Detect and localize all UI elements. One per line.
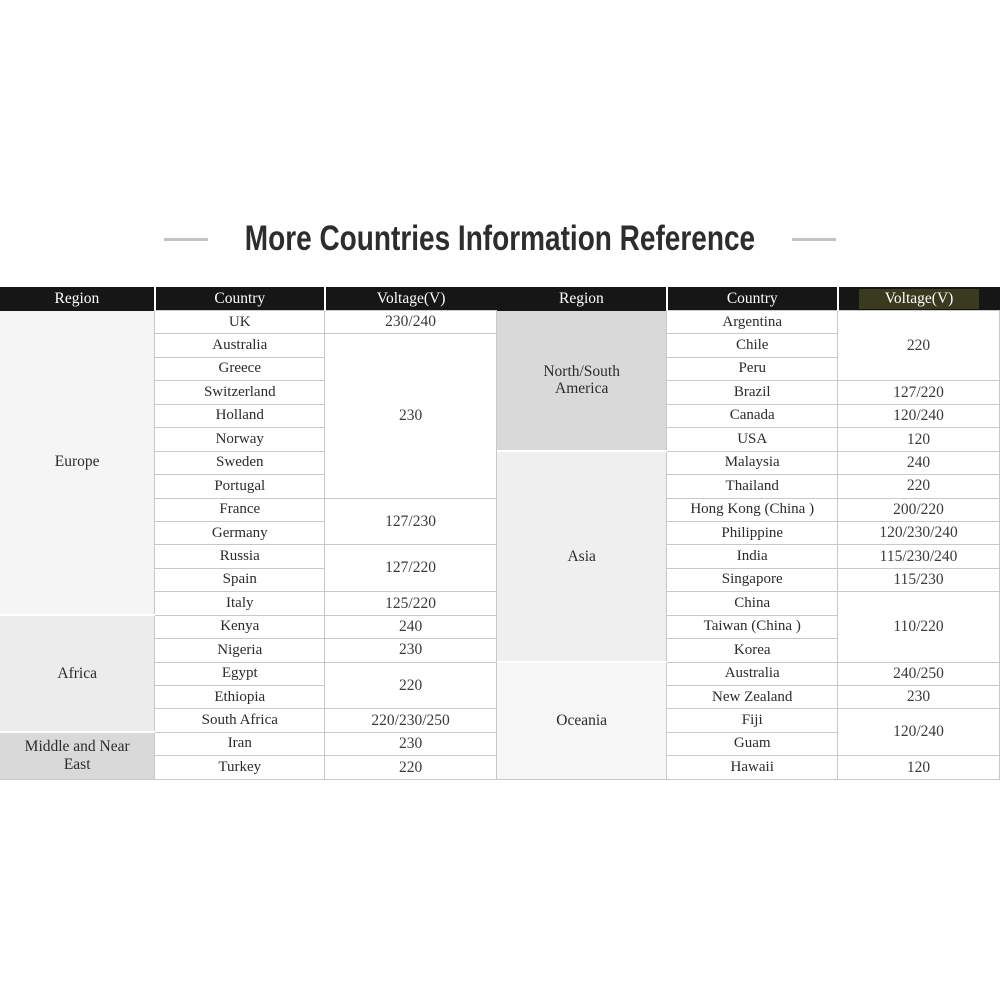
region-cell: North/South America <box>497 311 667 452</box>
country-cell: Kenya <box>155 615 325 638</box>
country-cell: Portugal <box>155 475 325 498</box>
voltage-cell: 220/230/250 <box>325 709 497 732</box>
header-voltage-highlight: Voltage(V) <box>859 289 980 309</box>
table-row <box>497 311 1000 334</box>
country-cell: India <box>667 545 838 568</box>
voltage-cell: 120/240 <box>838 709 1000 756</box>
voltage-reference-tables <box>0 287 1000 780</box>
country-cell: Iran <box>155 732 325 755</box>
country-cell: Hawaii <box>667 756 838 779</box>
country-cell: Brazil <box>667 381 838 404</box>
country-cell: Hong Kong (China ) <box>667 498 838 521</box>
header-voltage <box>838 287 1000 311</box>
header-region: Region <box>497 287 667 311</box>
region-cell: Middle and Near East <box>0 732 155 779</box>
table-body-right <box>497 311 1000 780</box>
country-cell: China <box>667 592 838 615</box>
country-cell: Australia <box>667 662 838 685</box>
voltage-cell: 120 <box>838 428 1000 451</box>
country-cell: France <box>155 498 325 521</box>
region-cell: Europe <box>0 311 155 616</box>
table-row <box>497 451 1000 474</box>
voltage-cell: 120/240 <box>838 404 1000 427</box>
voltage-cell: 127/220 <box>325 545 497 592</box>
country-cell: Peru <box>667 357 838 380</box>
table-row <box>497 662 1000 685</box>
page-title: More Countries Information Reference <box>244 219 756 258</box>
header-row <box>497 287 1000 311</box>
country-cell: Philippine <box>667 521 838 544</box>
country-cell: Korea <box>667 639 838 662</box>
title-left-rule <box>164 238 208 241</box>
country-cell: Russia <box>155 545 325 568</box>
country-cell: USA <box>667 428 838 451</box>
voltage-cell: 220 <box>838 475 1000 498</box>
country-cell: Nigeria <box>155 639 325 662</box>
header-country: Country <box>667 287 838 311</box>
country-cell: Norway <box>155 428 325 451</box>
header-region: Region <box>0 287 155 311</box>
table-body-left <box>0 311 497 780</box>
voltage-cell: 115/230 <box>838 568 1000 591</box>
country-cell: Malaysia <box>667 451 838 474</box>
header-row <box>0 287 497 311</box>
country-cell: Australia <box>155 334 325 357</box>
voltage-cell: 127/230 <box>325 498 497 545</box>
header-country: Country <box>155 287 325 311</box>
region-cell: Africa <box>0 615 155 732</box>
country-cell: Switzerland <box>155 381 325 404</box>
voltage-cell: 120 <box>838 756 1000 779</box>
voltage-cell: 120/230/240 <box>838 521 1000 544</box>
voltage-cell: 125/220 <box>325 592 497 615</box>
voltage-cell: 230 <box>325 639 497 662</box>
country-cell: Fiji <box>667 709 838 732</box>
table-row <box>0 311 497 334</box>
voltage-cell: 240/250 <box>838 662 1000 685</box>
voltage-cell: 230 <box>325 732 497 755</box>
country-cell: Egypt <box>155 662 325 685</box>
title-right-rule <box>792 238 836 241</box>
voltage-cell: 240 <box>325 615 497 638</box>
country-cell: Canada <box>667 404 838 427</box>
country-cell: Greece <box>155 357 325 380</box>
country-cell: Germany <box>155 521 325 544</box>
country-cell: South Africa <box>155 709 325 732</box>
country-cell: Ethiopia <box>155 686 325 709</box>
country-cell: Chile <box>667 334 838 357</box>
country-cell: Turkey <box>155 756 325 779</box>
table-row <box>0 615 497 638</box>
voltage-cell: 115/230/240 <box>838 545 1000 568</box>
country-cell: Singapore <box>667 568 838 591</box>
header-voltage: Voltage(V) <box>325 287 497 311</box>
voltage-cell: 200/220 <box>838 498 1000 521</box>
table-row <box>0 732 497 755</box>
voltage-cell: 240 <box>838 451 1000 474</box>
voltage-cell: 230/240 <box>325 311 497 334</box>
voltage-cell: 110/220 <box>838 592 1000 662</box>
title-block <box>0 218 1000 260</box>
voltage-cell: 220 <box>325 662 497 709</box>
country-cell: Argentina <box>667 311 838 334</box>
country-cell: New Zealand <box>667 686 838 709</box>
country-cell: Guam <box>667 732 838 755</box>
voltage-cell: 230 <box>838 686 1000 709</box>
country-cell: Italy <box>155 592 325 615</box>
voltage-table-left <box>0 287 497 780</box>
country-cell: Taiwan (China ) <box>667 615 838 638</box>
region-cell: Asia <box>497 451 667 662</box>
voltage-cell: 230 <box>325 334 497 498</box>
region-cell: Oceania <box>497 662 667 779</box>
title-wrap <box>222 218 778 260</box>
voltage-cell: 127/220 <box>838 381 1000 404</box>
country-cell: Sweden <box>155 451 325 474</box>
country-cell: Spain <box>155 568 325 591</box>
country-cell: Thailand <box>667 475 838 498</box>
voltage-cell: 220 <box>325 756 497 779</box>
country-cell: Holland <box>155 404 325 427</box>
country-cell: UK <box>155 311 325 334</box>
voltage-cell: 220 <box>838 311 1000 381</box>
voltage-table-right <box>497 287 1000 780</box>
